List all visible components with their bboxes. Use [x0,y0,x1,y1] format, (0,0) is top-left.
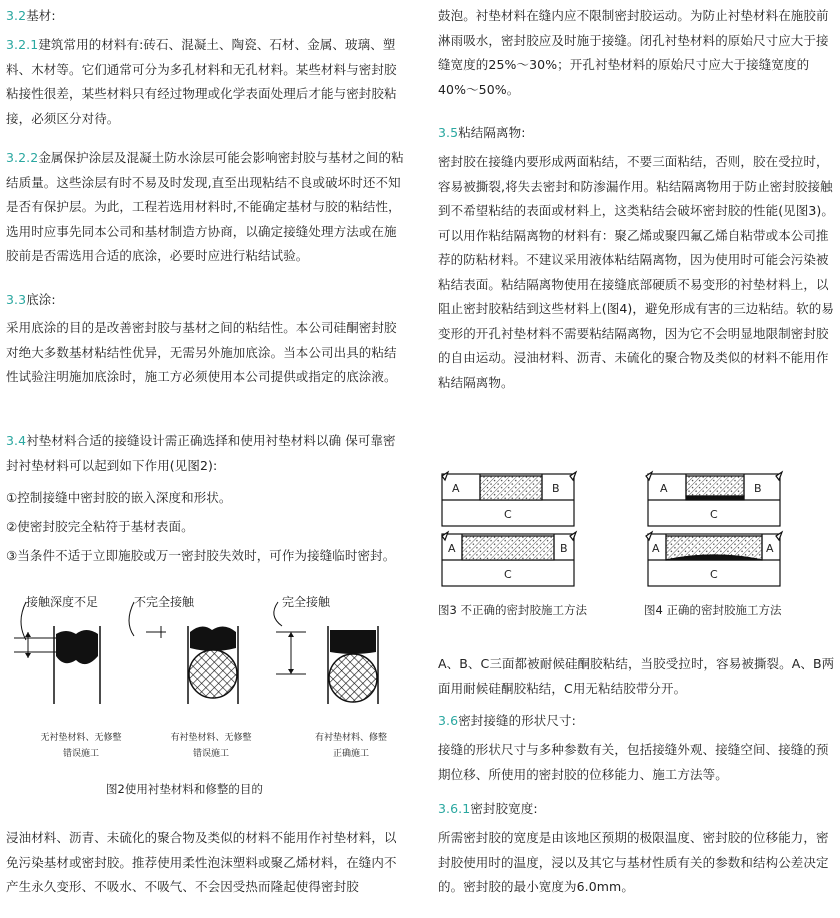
fig3-label-b2: B [560,542,568,555]
section-3-6-paragraph: 接缝的形状尺寸与多种参数有关，包括接缝外观、接缝空间、接缝的预期位移、所使用的密封胶的位移能力、施工方法等。 [438,742,829,782]
fig4-label-a3: A [766,542,774,555]
section-3-3-paragraph: 采用底涂的目的是改善密封胶与基材之间的粘结性。本公司硅酮密封胶对绝大多数基材粘结性优异，无需另外施加底涂。当本公司出具的粘结性试验注明施加底涂时，施工方必须使用本公司提供或指定的底涂液。 [6,320,397,384]
fig2-sub-3: 有衬垫材料、修整 正确施工 [314,733,387,759]
figure-3-4-diagram [438,470,836,590]
fig3-label-a: A [452,482,460,495]
list-item-3: ③当条件不适于立即施胶或万一密封胶失效时，可作为接缝临时密封。 [6,548,396,563]
fig4-label-a: A [660,482,668,495]
fig3-label-c: C [504,508,512,521]
abc-paragraph: A、B、C三面都被耐候硅酮胶粘结，当胶受拉时，容易被撕裂。A、B两面用耐候硅酮胶粘结，C用无粘结胶带分开。 [438,656,835,696]
fig4-label-a2: A [652,542,660,555]
fig2-label-2: 不完全接触 [134,595,195,609]
fig4-label-c: C [710,508,718,521]
fig2-caption: 图2使用衬垫材料和修整的目的 [106,782,263,796]
section-3-2-1-paragraph: 3.2.1建筑常用的材料有:砖石、混凝土、陶瓷、石材、金属、玻璃、塑料、木材等。它们通常可分为多孔材料和无孔材料。某些材料与密封胶粘接性很差，某些材料只有经过物理或化学表面处理后才能与密封胶粘接，必须区分对待。 [6,37,397,126]
fig4-caption: 图4 正确的密封胶施工方法 [644,603,782,617]
fig4-label-b: B [754,482,762,495]
fig3-caption: 图3 不正确的密封胶施工方法 [438,603,587,617]
section-3-6-heading: 3.6密封接缝的形状尺寸: [438,713,576,728]
fig2-panel-2 [129,602,238,704]
section-3-4-paragraph: 3.4衬垫材料合适的接缝设计需正确选择和使用衬垫材料以确 保可靠密封衬垫材料可以起到如下作用(见图2): [6,433,396,473]
section-3-6-1-heading: 3.6.1密封胶宽度: [438,801,538,816]
fig4-label-c2: C [710,568,718,581]
left-bottom-paragraph: 浸油材料、沥青、未硫化的聚合物及类似的材料不能用作衬垫材料，以免污染基材或密封胶。推荐使用柔性泡沫塑料或聚乙烯材料，在缝内不产生永久变形、不吸水、不吸气、不会因受热而隆起使得密封胶 [6,830,397,894]
fig2-sub-1: 无衬垫材料、无修整 错误施工 [40,733,122,759]
fig2-panel-1 [14,602,100,704]
section-3-6-1-paragraph: 所需密封胶的宽度是由该地区预期的极限温度、密封胶的位移能力，密封胶使用时的温度，浸以及其它与基材性质有关的参数和结构公差决定的。密封胶的最小宽度为6.0mm。 [438,830,829,894]
fig3-label-c2: C [504,568,512,581]
list-item-1: ①控制接缝中密封胶的嵌入深度和形状。 [6,490,232,505]
section-3-5-paragraph: 密封胶在接缝内要形成两面粘结，不要三面粘结，否则，胶在受拉时，容易被撕裂,将失去密封和防渗漏作用。粘结隔离物用于防止密封胶接触到不希望粘结的表面或材料上，这类粘结会破坏密封胶的性能(见图3)。可以用作粘结隔离物的材料有：聚乙烯或聚四氟乙烯自粘带或本公司推荐的防粘材料。不建议采用液体粘结隔离物，因为使用时可能会污染被粘结表面。粘结隔离物使用在接缝底部硬质不易变形的衬垫材料上，以阻止密封胶粘结到这些材料上(图4)，避免形成有害的三边粘结。软的易变形的开孔衬垫材料不需要粘结隔离物，因为它不会明显地限制密封胶的自由运动。浸油材料、沥青、未硫化的聚合物及类似的材料不能用作粘结隔离物。 [438,154,835,390]
section-3-5-heading: 3.5粘结隔离物: [438,125,526,140]
fig3-label-b: B [552,482,560,495]
section-3-2-heading: 3.2基材: [6,8,56,23]
list-item-2: ②使密封胶完全粘符于基材表面。 [6,519,194,534]
fig2-label-1: 接触深度不足 [26,595,99,609]
right-top-paragraph: 鼓泡。衬垫材料在缝内应不限制密封胶运动。为防止衬垫材料在施胶前淋雨吸水，密封胶应及时施于接缝。闭孔衬垫材料的原始尺寸应大于接缝宽度的25%～30%；开孔衬垫材料的原始尺寸应大于接缝宽度的40%～50%。 [438,8,829,97]
fig2-label-3: 完全接触 [282,595,331,609]
section-3-2-2-paragraph: 3.2.2金属保护涂层及混凝土防水涂层可能会影响密封胶与基材之间的粘结质量。这些涂层有时不易及时发现,直至出现粘结不良或破坏时还不知是否有保护层。为此，工程若选用材料时,不能确定基材与胶的粘结性，选用时应事先同本公司和基材制造方协商，以确定接缝处理方法或在施胶前是否需选用合适的底涂，必要时应进行粘结试验。 [6,150,404,263]
fig3-label-a2: A [448,542,456,555]
fig2-sub-2: 有衬垫材料、无修整 错误施工 [170,733,252,759]
fig2-panel-3 [274,602,378,704]
section-3-3-heading: 3.3底涂: [6,292,56,307]
